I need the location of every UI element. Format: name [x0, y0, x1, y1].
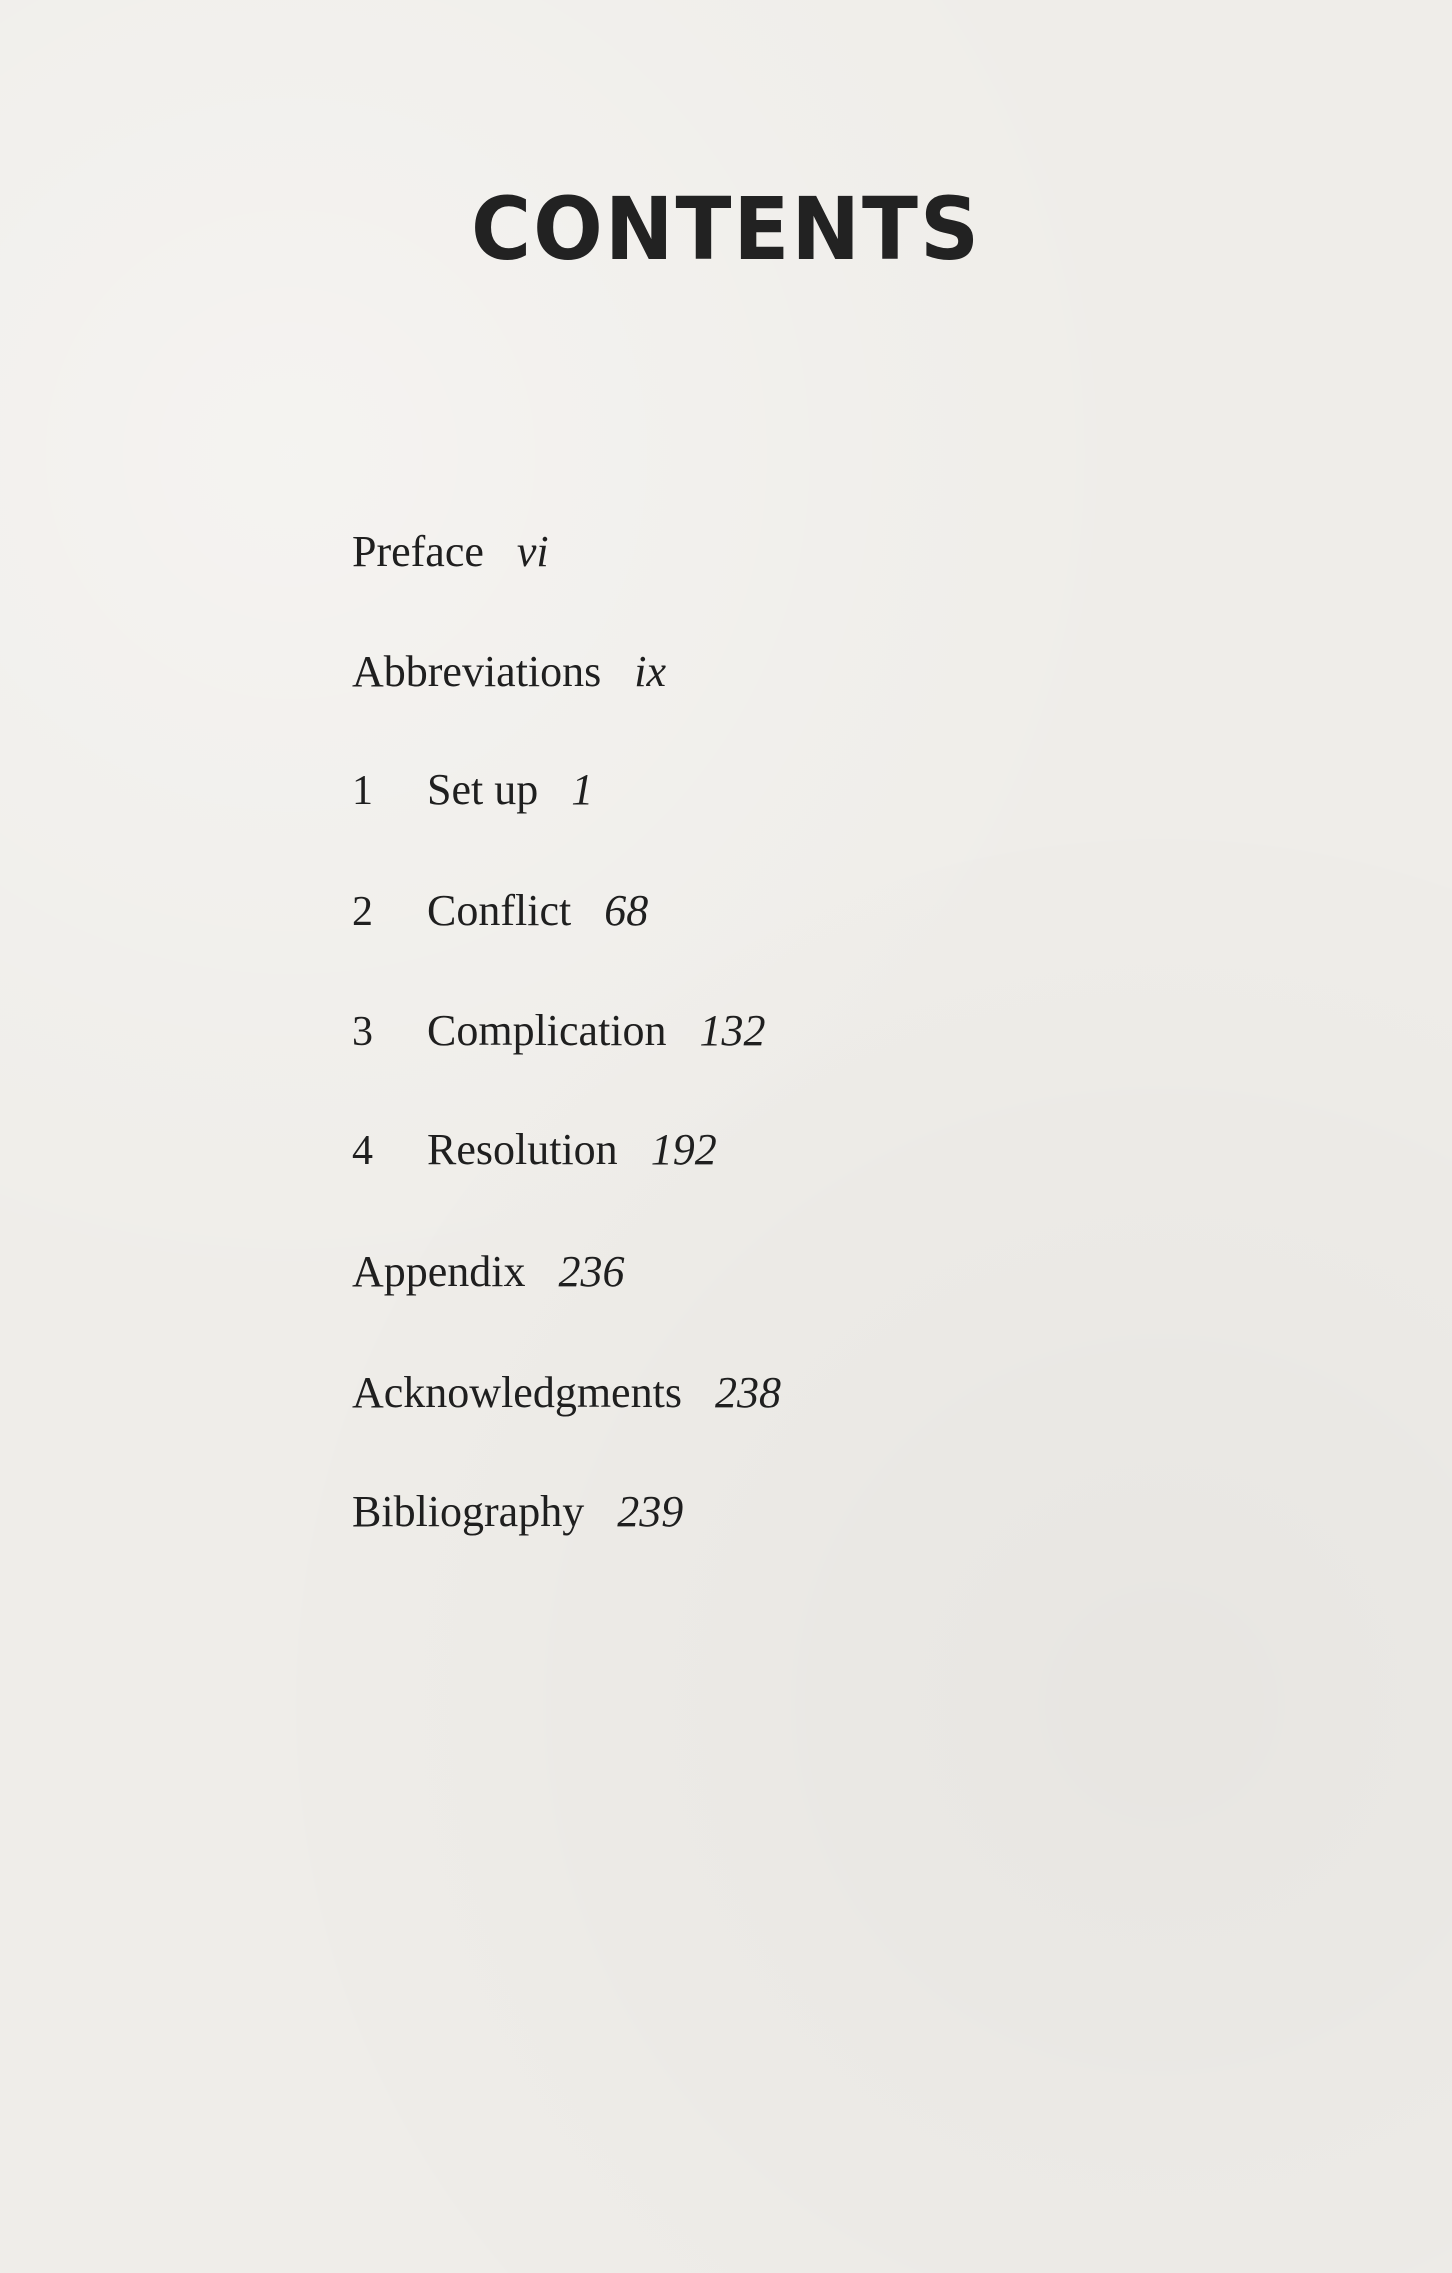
toc-chapter-number: 3	[352, 1009, 373, 1055]
toc-label: Acknowledgments	[352, 1368, 682, 1417]
toc-entry-chapter-4	[352, 1125, 717, 1174]
toc-label: Resolution	[427, 1125, 618, 1174]
toc-label: Set up	[427, 765, 539, 814]
toc-label: Bibliography	[352, 1487, 585, 1536]
toc-entry-chapter-1	[352, 765, 594, 814]
toc-label: Conflict	[427, 886, 572, 935]
toc-label: Preface	[352, 527, 484, 576]
toc-page-number: 238	[714, 1368, 781, 1417]
toc-entry-chapter-2	[352, 886, 649, 935]
toc-entry-abbreviations	[352, 647, 667, 696]
toc-label: Abbreviations	[352, 647, 602, 696]
table-of-contents	[352, 0, 1252, 2273]
toc-chapter-number: 2	[352, 889, 373, 935]
toc-entry-appendix	[352, 1247, 625, 1296]
page-title: CONTENTS	[470, 180, 982, 280]
toc-page-number: 132	[699, 1006, 766, 1055]
toc-chapter-number: 1	[352, 768, 373, 814]
toc-page-number: 192	[650, 1125, 717, 1174]
toc-label: Complication	[427, 1006, 667, 1055]
toc-chapter-number: 4	[352, 1128, 373, 1174]
toc-page-number: ix	[634, 647, 667, 696]
toc-entry-bibliography	[352, 1487, 684, 1536]
toc-entry-preface	[352, 527, 549, 576]
toc-entry-chapter-3	[352, 1006, 766, 1055]
toc-entry-acknowledgments	[352, 1368, 781, 1417]
toc-label: Appendix	[352, 1247, 526, 1296]
toc-page-number: 239	[617, 1487, 684, 1536]
toc-page-number: 236	[558, 1247, 625, 1296]
toc-page-number: 1	[571, 765, 594, 814]
toc-page-number: vi	[516, 527, 549, 576]
toc-page-number: 68	[604, 886, 649, 935]
